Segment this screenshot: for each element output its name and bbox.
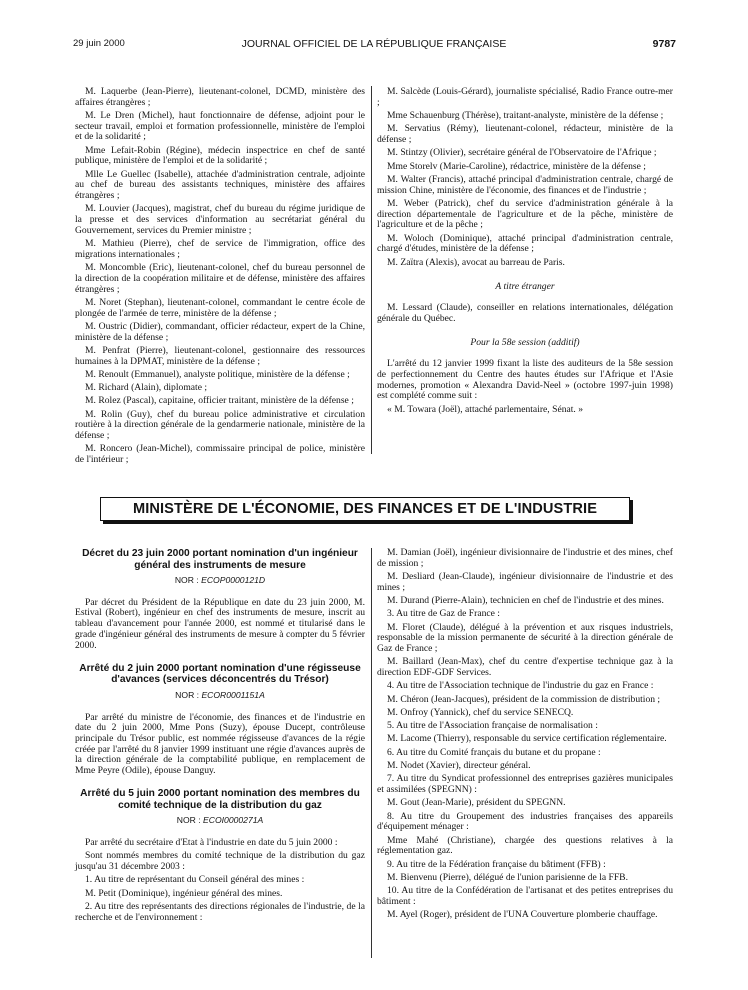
list-entry: M. Woloch (Dominique), attaché principal d'administration centrale, chargé d'études, ministère de la défense ; xyxy=(377,232,673,255)
nor-reference: NOR : ECOP0000121D xyxy=(174,575,266,585)
list-entry: M. Chéron (Jean-Jacques), président de la commission de distribution ; xyxy=(387,693,661,705)
list-entry: M. Bienvenu (Pierre), délégué de l'union parisienne de la FFB. xyxy=(387,871,628,883)
list-entry: M. Damian (Joël), ingénieur divisionnaire de l'industrie et des mines, chef de mission ; xyxy=(377,547,673,569)
list-entry: M. Penfrat (Pierre), lieutenant-colonel, gestionnaire des ressources humaines à la DPMAT, ministère de la défense ; xyxy=(75,344,365,367)
session-additif: L'arrêté du 12 janvier 1999 fixant la liste des auditeurs de la 58e session de perfectionnement du Centre des hautes études sur l'Afrique et l'Asie modernes, promotion « Alexandra David-Neel » (octobre 1997-juin 1998) est complété comme suit : xyxy=(377,358,673,402)
column-divider-bottom xyxy=(371,548,372,958)
list-entry: Mme Schauenburg (Thérèse), traitant-analyste, ministère de la défense ; xyxy=(387,110,664,121)
list-entry: 7. Au titre du Syndicat professionnel des entreprises gazières municipales et assimilées (SPEGNN) : xyxy=(377,773,673,796)
decree-title: Décret du 23 juin 2000 portant nomination d'un ingénieur général des instruments de mesure xyxy=(82,548,358,571)
list-entry: M. Zaïtra (Alexis), avocat au barreau de Paris. xyxy=(387,256,565,268)
bottom-right-column xyxy=(377,548,673,924)
list-entry: M. Desliard (Jean-Claude), ingénieur divisionnaire de l'industrie et des mines ; xyxy=(377,571,673,593)
list-entry: M. Floret (Claude), délégué à la prévention et aux risques industriels, responsable de la mission permanente de sécurité à la direction générale de Gaz de France ; xyxy=(377,621,673,654)
bottom-left-column xyxy=(75,548,365,926)
top-right-list xyxy=(377,87,673,268)
list-entry: M. Le Dren (Michel), haut fonctionnaire de défense, adjoint pour le secteur travail, emploi et formation professionnelle, ministère de l'emploi et de la solidarité ; xyxy=(75,110,365,143)
list-entry: M. Rolez (Pascal), capitaine, officier traitant, ministère de la défense ; xyxy=(85,395,354,407)
nor-reference: NOR : ECOR0001151A xyxy=(175,689,265,700)
ministry-banner: MINISTÈRE DE L'ÉCONOMIE, DES FINANCES ET DE L'INDUSTRIE xyxy=(100,497,630,521)
column-divider-top xyxy=(371,86,372,454)
list-entry: M. Gout (Jean-Marie), président du SPEGNN. xyxy=(387,797,566,809)
list-entry: 3. Au titre de Gaz de France : xyxy=(387,608,500,620)
arrete-title-regisseuse: Arrêté du 2 juin 2000 portant nomination d'une régisseuse d'avances (services déconcentrés du Trésor) xyxy=(79,662,361,686)
list-entry: Mme Lefait-Robin (Régine), médecin inspectrice en chef de santé publique, ministère de l'emploi et de la solidarité ; xyxy=(75,144,365,167)
journal-title: JOURNAL OFFICIEL DE LA RÉPUBLIQUE FRANÇAISE xyxy=(241,38,507,50)
list-entry: 6. Au titre du Comité français du butane et du propane : xyxy=(387,746,601,758)
running-header xyxy=(0,38,748,54)
list-entry: M. Lacome (Thierry), responsable du service certification réglementaire. xyxy=(387,733,667,745)
arrete-paragraph: 1. Au titre de représentant du Conseil général des mines : xyxy=(85,874,305,886)
list-entry: 5. Au titre de l'Association française de normalisation : xyxy=(387,720,598,732)
list-entry: M. Walter (Francis), attaché principal d'administration centrale, chargé de mission Chine, ministère de l'économie, des finances et de l'industrie ; xyxy=(377,173,673,196)
arrete-paragraph: Sont nommés membres du comité technique de la distribution du gaz jusqu'au 31 décembre 2003 : xyxy=(75,850,365,873)
towara-entry: « M. Towara (Joël), attaché parlementaire, Sénat. » xyxy=(387,403,584,415)
arrete-body-regisseuse: Par arrêté du ministre de l'économie, des finances et de l'industrie en date du 2 juin 2000, Mme Pons (Suzy), épouse Ducept, contrôleuse principale du Trésor public, est nommée régisseuse d'avances de la régie créée par l'arrêté du 8 janvier 1999 instituant une régie d'avances auprès de la direction générale de la comptabilité publique, en remplacement de Mme Peyre (Odile), épouse Danguy. xyxy=(75,711,365,777)
nor-reference: NOR : ECOI0000271A xyxy=(176,815,264,826)
list-entry: M. Nodet (Xavier), directeur général. xyxy=(387,760,531,772)
list-entry: M. Moncomble (Eric), lieutenant-colonel, chef du bureau personnel de la direction de la coopération militaire et de défense, ministère des affaires étrangères ; xyxy=(75,262,365,295)
list-entry: 10. Au titre de la Confédération de l'artisanat et des petites entreprises du bâtiment : xyxy=(377,885,673,907)
arrete-paragraph: M. Petit (Dominique), ingénieur général des mines. xyxy=(85,887,283,899)
list-entry: M. Mathieu (Pierre), chef de service de l'immigration, office des migrations internationales ; xyxy=(75,238,365,260)
list-entry: M. Renoult (Emmanuel), analyste politique, ministère de la défense ; xyxy=(85,368,350,380)
list-entry: M. Salcède (Louis-Gérard), journaliste spécialisé, Radio France outre-mer ; xyxy=(377,86,673,108)
subheading-foreign: A titre étranger xyxy=(495,281,555,293)
list-entry: M. Onfroy (Yannick), chef du service SENECQ. xyxy=(387,706,574,718)
list-entry: M. Oustric (Didier), commandant, officier rédacteur, expert de la Chine, ministère de la défense ; xyxy=(75,320,365,343)
list-entry: Mme Storelv (Marie-Caroline), rédactrice, ministère de la défense ; xyxy=(387,160,646,172)
list-entry: M. Durand (Pierre-Alain), technicien en chef de l'industrie et des mines. xyxy=(387,595,664,606)
list-entry: 9. Au titre de la Fédération française du bâtiment (FFB) : xyxy=(387,858,606,870)
page-number: 9787 xyxy=(652,38,676,50)
list-entry: Mme Mahé (Christiane), chargée des questions relatives à la réglementation gaz. xyxy=(377,834,673,857)
arrete-paragraph: 2. Au titre des représentants des directions régionales de l'industrie, de la recherche et de l'environnement : xyxy=(75,900,365,923)
top-left-column xyxy=(75,87,365,468)
subheading-session: Pour la 58e session (additif) xyxy=(470,337,580,349)
arrete-paragraph: Par arrêté du secrétaire d'Etat à l'industrie en date du 5 juin 2000 : xyxy=(85,837,338,849)
list-entry: M. Louvier (Jacques), magistrat, chef du bureau du régime juridique de la presse et des services d'information au secrétariat général du Gouvernement, services du Premier ministre ; xyxy=(75,203,365,236)
header-date: 29 juin 2000 xyxy=(73,38,125,49)
list-entry: M. Stintzy (Olivier), secrétaire général de l'Observatoire de l'Afrique ; xyxy=(387,147,657,159)
list-entry: M. Weber (Patrick), chef du service d'administration générale à la direction départementale de l'agriculture et de la pêche, ministère de l'agriculture et de la pêche ; xyxy=(377,197,673,231)
list-entry: M. Richard (Alain), diplomate ; xyxy=(85,382,208,394)
list-entry: M. Ayel (Roger), président de l'UNA Couverture plomberie chauffage. xyxy=(387,909,658,921)
top-right-column xyxy=(377,87,673,418)
list-entry: 4. Au titre de l'Association technique de l'industrie du gaz en France : xyxy=(387,680,654,692)
list-entry: M. Noret (Stephan), lieutenant-colonel, commandant le centre école de plongée de l'armée de terre, ministère de la défense ; xyxy=(75,296,365,319)
list-entry: M. Laquerbe (Jean-Pierre), lieutenant-colonel, DCMD, ministère des affaires étrangères ; xyxy=(75,86,365,108)
list-entry: M. Rolin (Guy), chef du bureau police administrative et circulation routière à la direction générale de la gendarmerie nationale, ministère de la défense ; xyxy=(75,408,365,442)
list-entry: M. Baillard (Jean-Max), chef du centre d'expertise technique gaz à la direction EDF-GDF Services. xyxy=(377,656,673,678)
arrete-title-gaz: Arrêté du 5 juin 2000 portant nomination des membres du comité technique de la distribution du gaz xyxy=(80,788,360,811)
foreign-member: M. Lessard (Claude), conseiller en relations internationales, délégation générale du Québec. xyxy=(377,302,673,324)
list-entry: M. Servatius (Rémy), lieutenant-colonel, rédacteur, ministère de la défense ; xyxy=(377,123,673,145)
list-entry: 8. Au titre du Groupement des industries françaises des appareils d'équipement ménager : xyxy=(377,810,673,833)
list-entry: M. Roncero (Jean-Michel), commissaire principal de police, ministère de l'intérieur ; xyxy=(75,443,365,466)
list-entry: Mlle Le Guellec (Isabelle), attachée d'administration centrale, adjointe au chef de bureau des assistants techniques, ministère des affaires étrangères ; xyxy=(75,168,365,202)
decree-body: Par décret du Président de la République en date du 23 juin 2000, M. Estival (Robert), ingénieur en chef des instruments de mesure, inscrit au tableau d'avancement pour l'année 2000, est nommé et titularisé dans le grade d'ingénieur général des instruments de mesure à compter du 5 février 2000. xyxy=(75,596,365,651)
